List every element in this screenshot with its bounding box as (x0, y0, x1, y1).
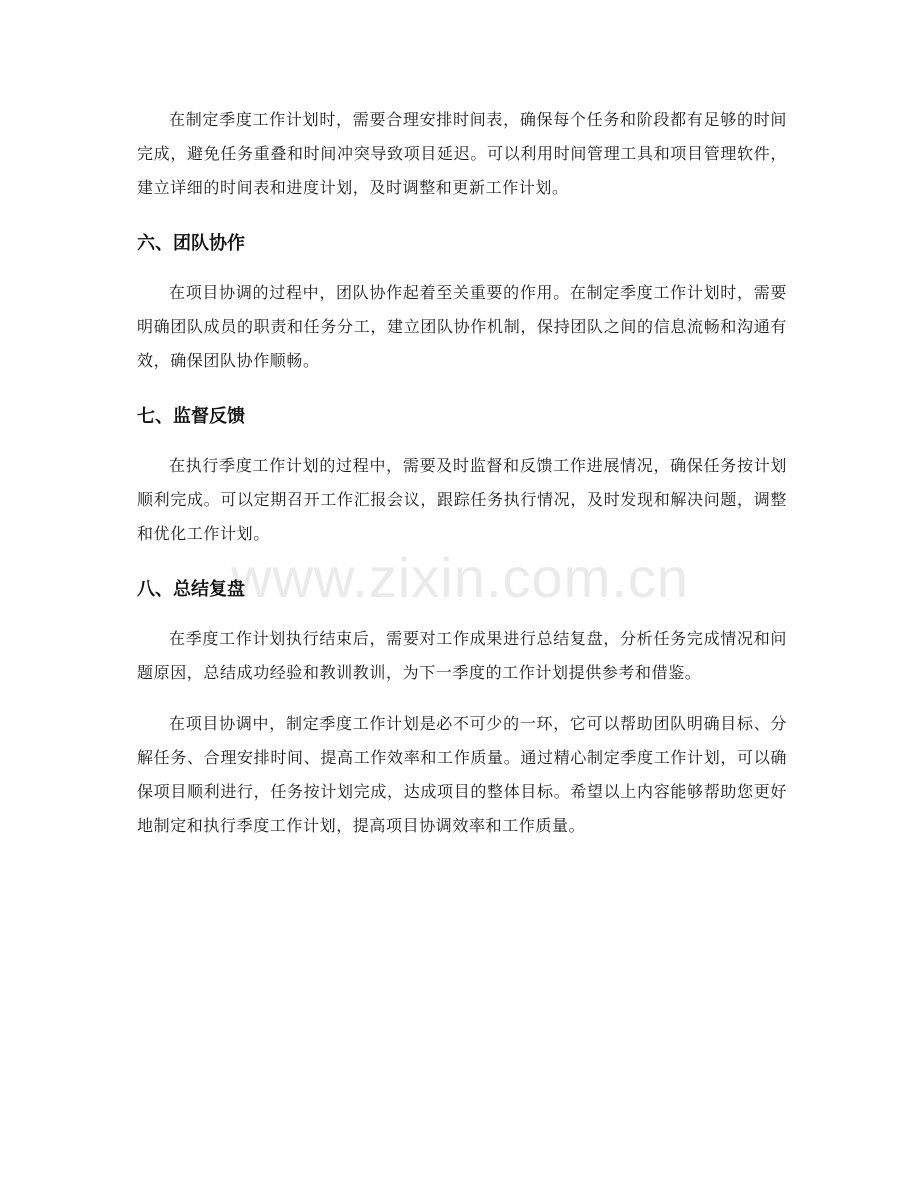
paragraph-supervision-feedback: 在执行季度工作计划的过程中，需要及时监督和反馈工作进展情况，确保任务按计划顺利完成。可以定期召开工作汇报会议，跟踪任务执行情况，及时发现和解决问题，调整和优化工作计划。 (137, 456, 787, 543)
paragraph-schedule: 在制定季度工作计划时，需要合理安排时间表，确保每个任务和阶段都有足够的时间完成，避免任务重叠和时间冲突导致项目延迟。可以利用时间管理工具和项目管理软件，建立详细的时间表和进度计划，及时调整和更新工作计划。 (137, 110, 787, 197)
heading-summary-review: 八、总结复盘 (137, 579, 245, 600)
document-body (137, 103, 787, 843)
heading-supervision-feedback: 七、监督反馈 (137, 406, 245, 427)
paragraph-summary-review: 在季度工作计划执行结束后，需要对工作成果进行总结复盘，分析任务完成情况和问题原因，总结成功经验和教训教训，为下一季度的工作计划提供参考和借鉴。 (137, 629, 787, 682)
paragraph-conclusion: 在项目协调中，制定季度工作计划是必不可少的一环，它可以帮助团队明确目标、分解任务、合理安排时间、提高工作效率和工作质量。通过精心制定季度工作计划，可以确保项目顺利进行，任务按计划完成，达成项目的整体目标。希望以上内容能够帮助您更好地制定和执行季度工作计划，提高项目协调效率和工作质量。 (137, 714, 787, 835)
paragraph-team-collaboration: 在项目协调的过程中，团队协作起着至关重要的作用。在制定季度工作计划时，需要明确团队成员的职责和任务分工，建立团队协作机制，保持团队之间的信息流畅和沟通有效，确保团队协作顺畅。 (137, 283, 787, 370)
watermark: www.zixin.com.cn (231, 546, 689, 609)
heading-team-collaboration: 六、团队协作 (137, 233, 245, 254)
